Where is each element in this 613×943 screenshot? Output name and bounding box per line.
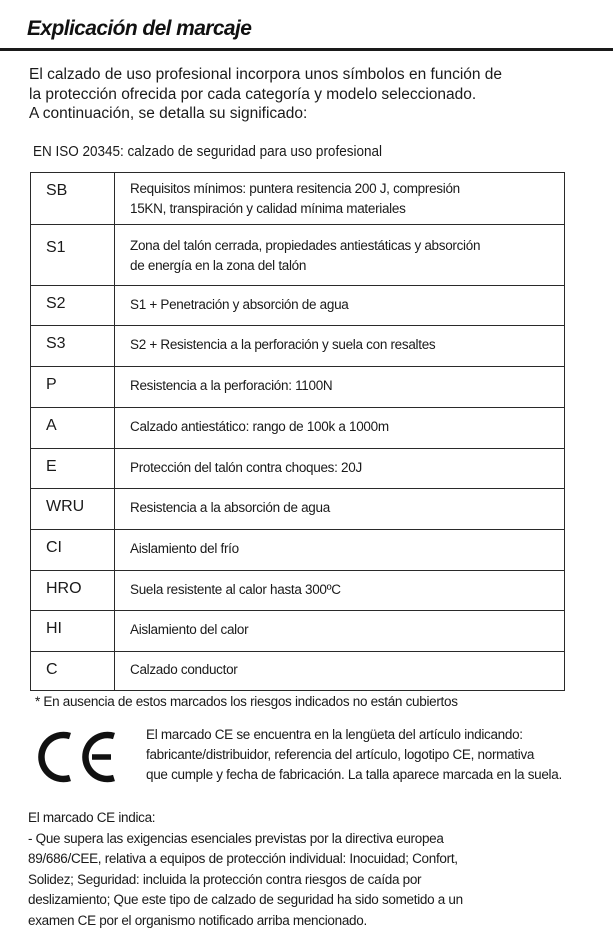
description-line: Calzado conductor xyxy=(130,662,238,677)
description-line: S1 + Penetración y absorción de agua xyxy=(130,297,349,312)
description-line: Zona del talón cerrada, propiedades antiestáticas y absorción xyxy=(130,238,481,253)
table-row xyxy=(31,611,565,652)
mark-code: S1 xyxy=(31,225,115,286)
table-row xyxy=(31,489,565,530)
description-line: Requisitos mínimos: puntera resitencia 200 J, compresión xyxy=(130,181,460,196)
description-line: Suela resistente al calor hasta 300ºC xyxy=(130,582,341,597)
table-row xyxy=(31,408,565,449)
ce-indicates-line: examen CE por el organismo notificado arriba mencionado. xyxy=(28,912,367,928)
description-line: Aislamiento del calor xyxy=(130,622,249,637)
mark-code: C xyxy=(31,652,115,691)
mark-description xyxy=(115,489,565,530)
table-row xyxy=(31,367,565,408)
table-row xyxy=(31,449,565,489)
ce-text-line: El marcado CE se encuentra en la lengüeta del artículo indicando: xyxy=(146,727,523,742)
ce-indicates-line: 89/686/CEE, relativa a equipos de protección individual: Inocuidad; Confort, xyxy=(28,851,458,867)
table-row xyxy=(31,286,565,326)
mark-code: E xyxy=(31,449,115,489)
marking-table xyxy=(30,172,565,691)
description-line: S2 + Resistencia a la perforación y suela con resaltes xyxy=(130,337,436,352)
mark-description xyxy=(115,225,565,286)
mark-code: HI xyxy=(31,611,115,652)
mark-description xyxy=(115,408,565,449)
ce-indicates-line: - Que supera las exigencias esenciales previstas por la directiva europea xyxy=(28,830,444,846)
standard-label: EN ISO 20345: calzado de seguridad para uso profesional xyxy=(33,143,382,160)
mark-description xyxy=(115,449,565,489)
ce-indicates-line: El marcado CE indica: xyxy=(28,810,156,825)
ce-indicates-line: Solidez; Seguridad: incluida la protección contra riesgos de caída por xyxy=(28,871,422,887)
table-row xyxy=(31,652,565,691)
table-row xyxy=(31,326,565,367)
intro-line: El calzado de uso profesional incorpora unos símbolos en función de xyxy=(29,66,503,83)
table-row xyxy=(31,530,565,571)
mark-description xyxy=(115,286,565,326)
description-line: Resistencia a la perforación: 1100N xyxy=(130,378,333,393)
intro-paragraph xyxy=(29,65,589,124)
ce-indicates-line: deslizamiento; Que este tipo de calzado de seguridad ha sido sometido a un xyxy=(28,892,463,908)
description-line: Aislamiento del frío xyxy=(130,541,239,556)
mark-code: S3 xyxy=(31,326,115,367)
description-line: Resistencia a la absorción de agua xyxy=(130,500,330,515)
mark-code: S2 xyxy=(31,286,115,326)
title-divider xyxy=(0,48,613,51)
mark-description xyxy=(115,367,565,408)
mark-description xyxy=(115,652,565,691)
mark-code: SB xyxy=(31,173,115,225)
mark-description xyxy=(115,173,565,225)
description-line: Protección del talón contra choques: 20J xyxy=(130,460,362,475)
mark-description xyxy=(115,530,565,571)
description-line: Calzado antiestático: rango de 100k a 1000m xyxy=(130,419,389,434)
mark-description xyxy=(115,571,565,611)
mark-code: HRO xyxy=(31,571,115,611)
table-row xyxy=(31,173,565,225)
table-row xyxy=(31,225,565,286)
ce-indicates-paragraph xyxy=(28,808,463,932)
intro-line: la protección ofrecida por cada categoría y modelo seleccionado. xyxy=(29,85,477,103)
page-title: Explicación del marcaje xyxy=(27,17,252,40)
mark-code: P xyxy=(31,367,115,408)
ce-mark-description xyxy=(146,725,562,785)
description-line: de energía en la zona del talón xyxy=(130,258,307,273)
mark-code: CI xyxy=(31,530,115,571)
ce-text-line: fabricante/distribuidor, referencia del artículo, logotipo CE, normativa xyxy=(146,747,535,762)
ce-text-line: que cumple y fecha de fabricación. La talla aparece marcada en la suela. xyxy=(146,767,562,782)
mark-description xyxy=(115,611,565,652)
ce-mark-logo xyxy=(37,730,119,784)
intro-line: A continuación, se detalla su significado: xyxy=(29,105,308,122)
mark-code: A xyxy=(31,408,115,449)
mark-description xyxy=(115,326,565,367)
footnote: * En ausencia de estos marcados los riesgos indicados no están cubiertos xyxy=(35,694,458,709)
mark-code: WRU xyxy=(31,489,115,530)
table-row xyxy=(31,571,565,611)
description-line: 15KN, transpiración y calidad mínima materiales xyxy=(130,201,406,216)
